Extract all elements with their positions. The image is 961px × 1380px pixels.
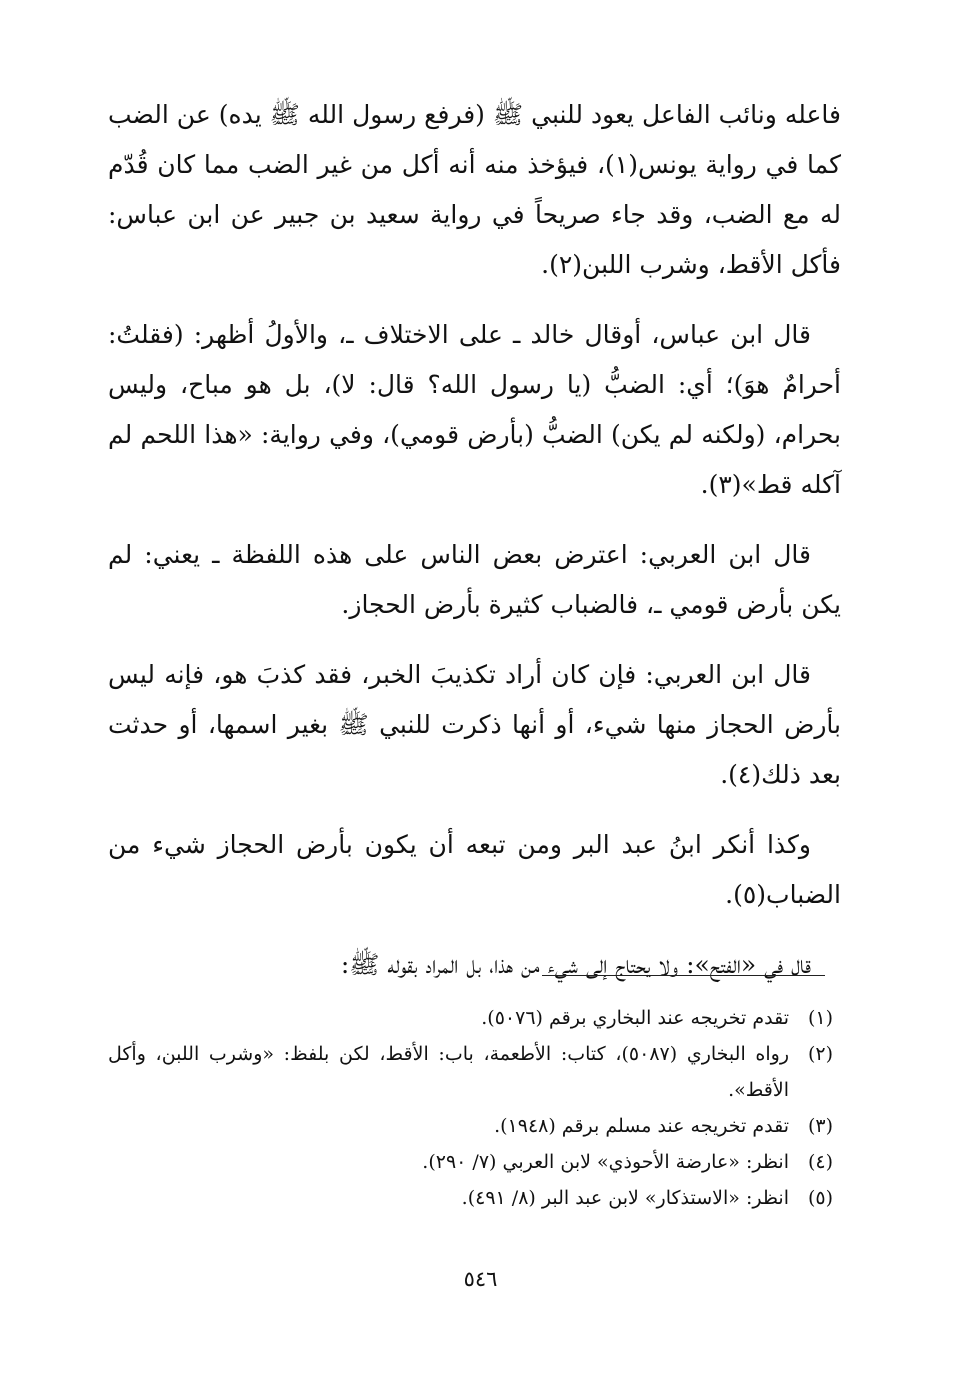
paragraph-3: قال ابن العربي: اعترض بعض الناس على هذه اللفظة ـ يعني: لم يكن بأرض قومي ـ، فالضباب كثيرة بأرض الحجاز. [108,540,841,619]
footnote-number: (١) [807,1007,833,1029]
footnote-text: انظر: «الاستذكار» لابن عبد البر (٨/ ٤٩١). [461,1187,789,1209]
footnote-text: انظر: «عارضة الأحوذي» لابن العربي (٧/ ٢٩٠). [422,1151,789,1173]
page-number: ٥٤٦ [463,1267,498,1291]
footnotes [108,1000,833,1216]
footnote-1 [108,1000,833,1036]
paragraph-4: قال ابن العربي: فإن كان أراد تكذيبَ الخبر، فقد كذبَ هو، فإنه ليس بأرض الحجاز منها شيء، أو أنها ذكرت للنبي ﷺ بغير اسمها، أو حدثت بعد ذلك(٤). [108,660,841,789]
footnote-text: تقدم تخريجه عند مسلم برقم (١٩٤٨). [494,1115,789,1137]
footnote-4 [108,1144,833,1180]
footnote-separator [542,975,825,976]
footnote-3 [108,1108,833,1144]
footnote-number: (٣) [807,1115,833,1137]
footnote-number: (٥) [807,1187,833,1209]
footnote-5 [108,1180,833,1216]
paragraph-5: وكذا أنكر ابنُ عبد البر ومن تبعه أن يكون بأرض الحجاز شيء من الضباب(٥). [108,830,841,909]
footnote-number: (٢) [807,1043,833,1065]
footnote-text: رواه البخاري (٥٠٨٧)، كتاب: الأطعمة، باب: الأقط، لكن بلفظ: «وشرب اللبن، وأكل الأقط». [108,1043,789,1101]
paragraph-1: فاعله ونائب الفاعل يعود للنبي ﷺ (فرفع رسول الله ﷺ يده) عن الضب كما في رواية يونس(١)، فيؤخذ منه أنه أكل من غير الضب مما كان قُدّم له مع الضب، وقد جاء صريحاً في رواية سعيد بن جبير عن ابن عباس: فأكل الأقط، وشرب اللبن(٢). [108,100,841,279]
main-text [108,90,841,1010]
footnote-number: (٤) [807,1151,833,1173]
paragraph-6: قال في «الفتح»: ولا يحتاج إلى شيء من هذا، بل المراد بقوله ﷺ: [340,950,811,979]
paragraph-2: قال ابن عباس، أوقال خالد ـ على الاختلاف ـ، والأولُ أظهر: (فقلتُ: أحرامٌ هوَ)؛ أي: الضبُّ (يا رسول الله؟ قال: لا)، بل هو مباح، وليس بحرام، (ولكنه لم يكن) الضبُّ (بأرض قومي)، وفي رواية: «هذا اللحم لم آكله قط»(٣). [108,320,841,499]
footnote-2 [108,1036,833,1108]
footnote-text: تقدم تخريجه عند البخاري برقم (٥٠٧٦). [481,1007,789,1029]
